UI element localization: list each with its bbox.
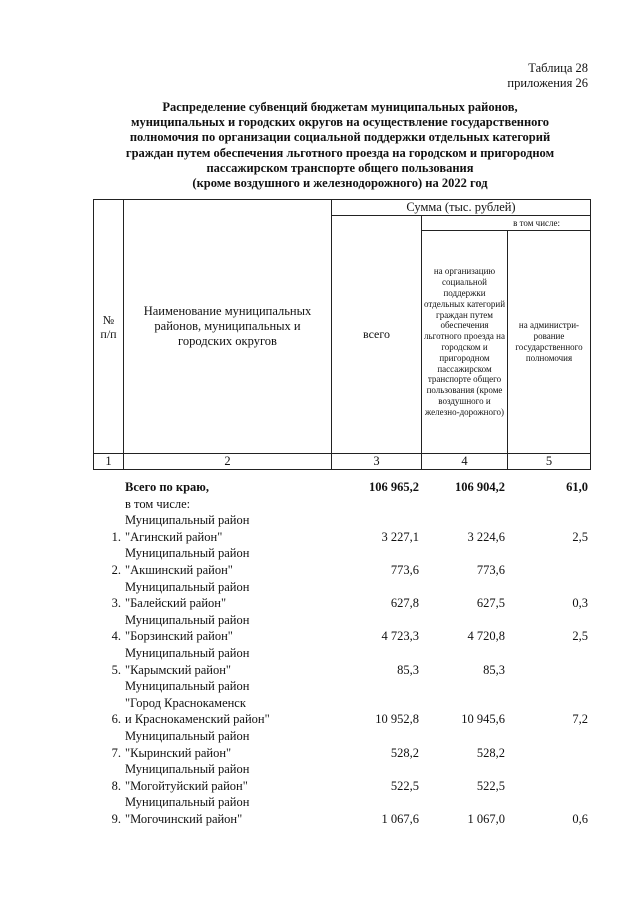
row-total: 627,8 — [390, 596, 419, 611]
row-number: 3. — [111, 596, 121, 611]
row-total: 773,6 — [390, 562, 419, 577]
table-rows — [93, 479, 590, 827]
row-social: 3 224,6 — [467, 529, 505, 544]
row-admin: 61,0 — [566, 480, 588, 494]
row-name — [123, 579, 331, 612]
row-name-line: Муниципальный район — [125, 513, 250, 528]
table-row — [93, 479, 590, 496]
row-social: 522,5 — [476, 778, 505, 793]
header-admin: на администри-рование государственного полномочия — [508, 231, 591, 454]
row-social: 528,2 — [476, 745, 505, 760]
row-admin: 0,3 — [572, 596, 588, 611]
row-name-line: "Балейский район" — [125, 596, 227, 611]
row-name-line: "Карымский район" — [125, 662, 232, 677]
row-name-line: Муниципальный район — [125, 612, 250, 627]
row-name-line: "Акшинский район" — [125, 562, 233, 577]
row-total: 3 227,1 — [381, 529, 419, 544]
title-line: Распределение субвенций бюджетам муниципальных районов, — [162, 100, 518, 114]
table-row — [93, 579, 590, 612]
header-num: № п/п — [94, 200, 124, 454]
row-social: 85,3 — [483, 662, 505, 677]
row-name — [123, 794, 331, 827]
row-admin: 2,5 — [572, 629, 588, 644]
row-social: 1 067,0 — [467, 811, 505, 826]
row-name-line: Муниципальный район — [125, 546, 250, 561]
row-name-line: в том числе: — [125, 496, 191, 511]
row-admin — [507, 545, 590, 578]
column-number: 3 — [332, 454, 422, 470]
table-row — [93, 645, 590, 678]
header-social: на организацию социальной поддержки отдельных категорий граждан путем обеспечения льготного проезда на городском и пригородном пассажирском транспорте общего пользования (кроме воздушного и железно-дорожного) — [422, 231, 508, 454]
row-name-line: "Могочинский район" — [125, 811, 243, 826]
row-social: 773,6 — [476, 562, 505, 577]
row-social: 10 945,6 — [461, 712, 505, 727]
row-total: 1 067,6 — [381, 811, 419, 826]
row-name-line: "Агинский район" — [125, 529, 223, 544]
column-number: 4 — [422, 454, 508, 470]
column-number: 5 — [508, 454, 591, 470]
row-social: 627,5 — [476, 596, 505, 611]
title-line: пассажирском транспорте общего пользования — [206, 160, 474, 175]
row-name — [123, 479, 331, 496]
table-row — [93, 512, 590, 545]
table-row — [93, 678, 590, 728]
row-number — [93, 496, 123, 513]
row-name — [123, 678, 331, 728]
row-total: 85,3 — [397, 662, 419, 677]
row-name-line: Муниципальный район — [125, 679, 250, 694]
table-ref-line1: Таблица 28 — [528, 61, 588, 75]
title-line: (кроме воздушного и железнодорожного) на 2022 год — [192, 176, 488, 191]
row-name-line: и Краснокаменский район" — [125, 712, 270, 727]
title-line: муниципальных и городских округов на осуществление государственного — [130, 115, 550, 130]
document-title — [92, 100, 588, 191]
row-number: 1. — [111, 529, 121, 544]
table-reference — [507, 61, 588, 91]
row-name — [123, 728, 331, 761]
row-name — [123, 612, 331, 645]
title-line: полномочия по организации социальной поддержки отдельных категорий — [129, 130, 551, 145]
row-total: 10 952,8 — [375, 712, 419, 727]
table-row — [93, 728, 590, 761]
header-including: в том числе: — [422, 216, 591, 231]
row-name — [123, 645, 331, 678]
row-total: 4 723,3 — [381, 629, 419, 644]
row-name-line: "Борзинский район" — [125, 629, 233, 644]
row-name — [123, 545, 331, 578]
row-name-line: Муниципальный район — [125, 795, 250, 810]
row-total: 528,2 — [390, 745, 419, 760]
table-row — [93, 794, 590, 827]
row-number: 7. — [111, 745, 121, 760]
row-number — [93, 479, 123, 496]
row-name — [123, 761, 331, 794]
row-name-line: Муниципальный район — [125, 645, 250, 660]
header-total: всего — [332, 216, 422, 454]
row-number: 6. — [111, 712, 121, 727]
row-name-line: "Город Краснокаменск — [125, 695, 246, 710]
row-admin: 7,2 — [572, 712, 588, 727]
row-admin — [507, 761, 590, 794]
row-name-line: Всего по краю, — [125, 480, 209, 494]
row-social: 106 904,2 — [455, 480, 505, 494]
title-line: граждан путем обеспечения льготного проезда на городском и пригородном — [125, 145, 555, 160]
row-name-line: Муниципальный район — [125, 579, 250, 594]
row-admin: 0,6 — [572, 811, 588, 826]
row-number: 8. — [111, 778, 121, 793]
table-ref-line2: приложения 26 — [507, 76, 588, 90]
column-number: 2 — [124, 454, 332, 470]
row-total: 522,5 — [390, 778, 419, 793]
row-admin — [507, 496, 590, 513]
row-number: 9. — [111, 811, 121, 826]
row-number: 2. — [111, 562, 121, 577]
row-name-line: "Могойтуйский район" — [125, 778, 248, 793]
column-number: 1 — [94, 454, 124, 470]
table-row — [93, 761, 590, 794]
header-sum: Сумма (тыс. рублей) — [332, 200, 591, 216]
row-name — [123, 512, 331, 545]
row-name — [123, 496, 331, 513]
row-total: 106 965,2 — [369, 480, 419, 494]
row-name-line: Муниципальный район — [125, 728, 250, 743]
table-header — [93, 199, 591, 470]
table-row — [93, 496, 590, 513]
row-admin: 2,5 — [572, 529, 588, 544]
row-admin — [507, 728, 590, 761]
row-social — [421, 496, 507, 513]
column-numbers-row — [94, 454, 591, 470]
row-name-line: Муниципальный район — [125, 762, 250, 777]
row-number: 4. — [111, 629, 121, 644]
table-row — [93, 612, 590, 645]
row-total — [331, 496, 421, 513]
row-social: 4 720,8 — [467, 629, 505, 644]
header-name: Наименование муниципальных районов, муниципальных и городских округов — [124, 200, 332, 454]
table-row — [93, 545, 590, 578]
row-admin — [507, 645, 590, 678]
row-number: 5. — [111, 662, 121, 677]
table-body — [93, 479, 590, 827]
row-name-line: "Кыринский район" — [125, 745, 232, 760]
